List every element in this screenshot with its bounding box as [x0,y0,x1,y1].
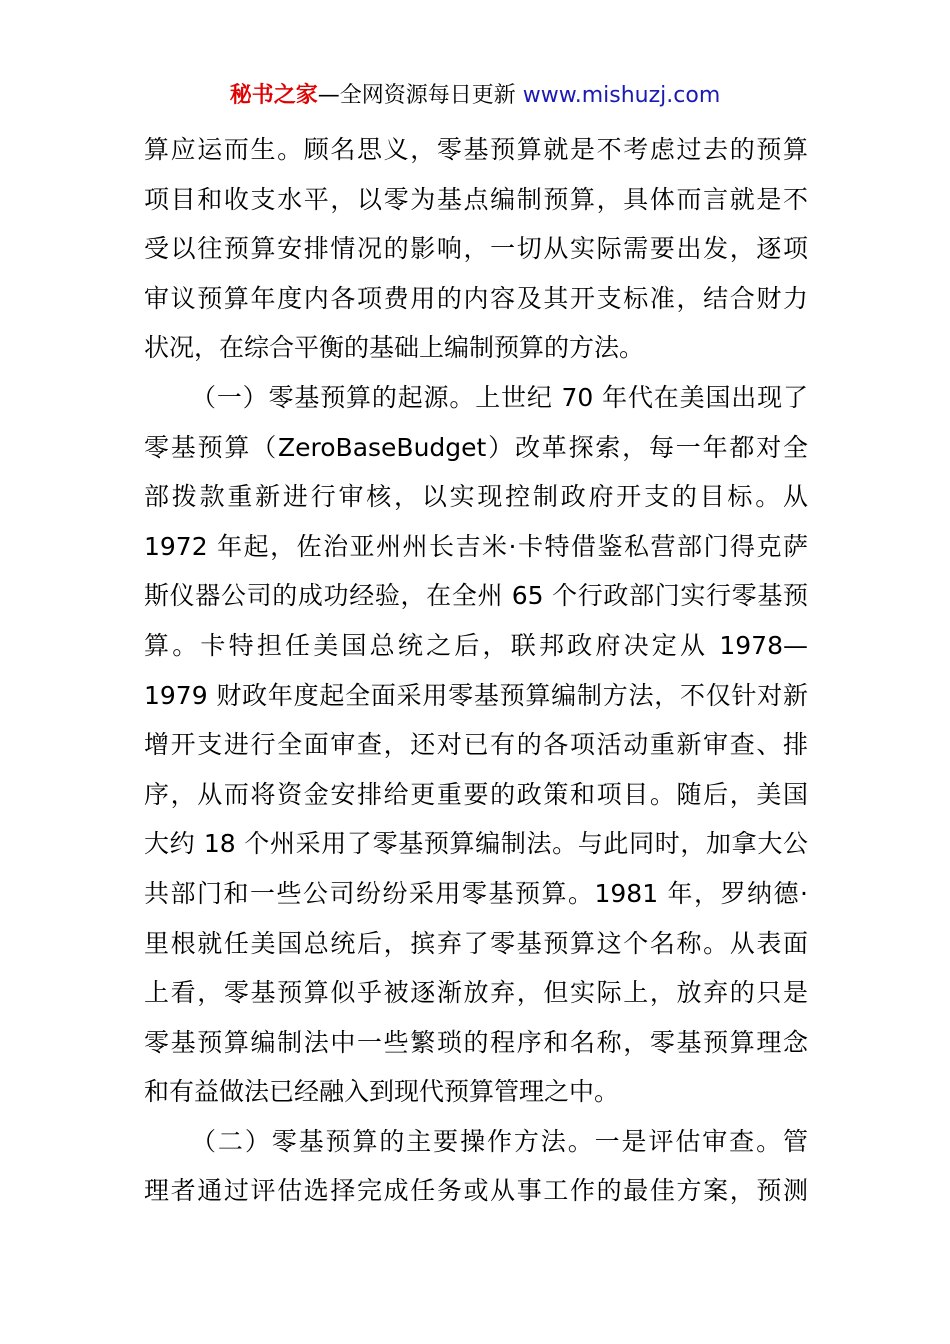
text-line: 大约 18 个州采用了零基预算编制法。与此同时，加拿大公 [144,829,808,859]
text-line: 项目和收支水平，以零为基点编制预算，具体而言就是不 [144,184,808,214]
text-line: 里根就任美国总统后，摈弃了零基预算这个名称。从表面 [144,928,808,958]
text-line: 状况，在综合平衡的基础上编制预算的方法。 [144,333,645,363]
text-line: 序，从而将资金安排给更重要的政策和项目。随后，美国 [144,779,808,809]
text-line: 理者通过评估选择完成任务或从事工作的最佳方案，预测 [144,1176,808,1206]
text-line: 审议预算年度内各项费用的内容及其开支标准，结合财力 [144,283,808,313]
text-line: 上看，零基预算似乎被逐渐放弃，但实际上，放弃的只是 [144,978,808,1008]
text-line: 1979 财政年度起全面采用零基预算编制方法，不仅针对新 [144,680,808,710]
text-line: 算应运而生。顾名思义，零基预算就是不考虑过去的预算 [144,135,808,164]
text-line: 算。卡特担任美国总统之后，联邦政府决定从 1978— [144,630,808,660]
text-line: 零基预算编制法中一些繁琐的程序和名称，零基预算理念 [144,1027,808,1057]
text-line: 和有益做法已经融入到现代预算管理之中。 [144,1077,620,1107]
page-header [0,80,950,112]
text-line: （一）零基预算的起源。上世纪 70 年代在美国出现了 [191,382,808,412]
text-line: （二）零基预算的主要操作方法。一是评估审查。管 [191,1126,808,1156]
header-tagline: —全网资源每日更新 [317,83,516,108]
text-line: 零基预算（ZeroBaseBudget）改革探索，每一年都对全 [144,432,808,462]
text-line: 1972 年起，佐治亚州州长吉米·卡特借鉴私营部门得克萨 [144,531,808,561]
text-line: 增开支进行全面审查，还对已有的各项活动重新审查、排 [144,730,808,760]
document-body [144,125,808,1216]
text-line: 斯仪器公司的成功经验，在全州 65 个行政部门实行零基预 [144,581,808,611]
text-line: 共部门和一些公司纷纷采用零基预算。1981 年，罗纳德· [144,878,808,908]
site-url-link[interactable]: www.mishuzj.com [522,83,721,108]
text-line: 受以往预算安排情况的影响，一切从实际需要出发，逐项 [144,234,808,264]
text-line: 部拨款重新进行审核，以实现控制政府开支的目标。从 [144,482,808,512]
brand-name: 秘书之家 [229,83,318,108]
